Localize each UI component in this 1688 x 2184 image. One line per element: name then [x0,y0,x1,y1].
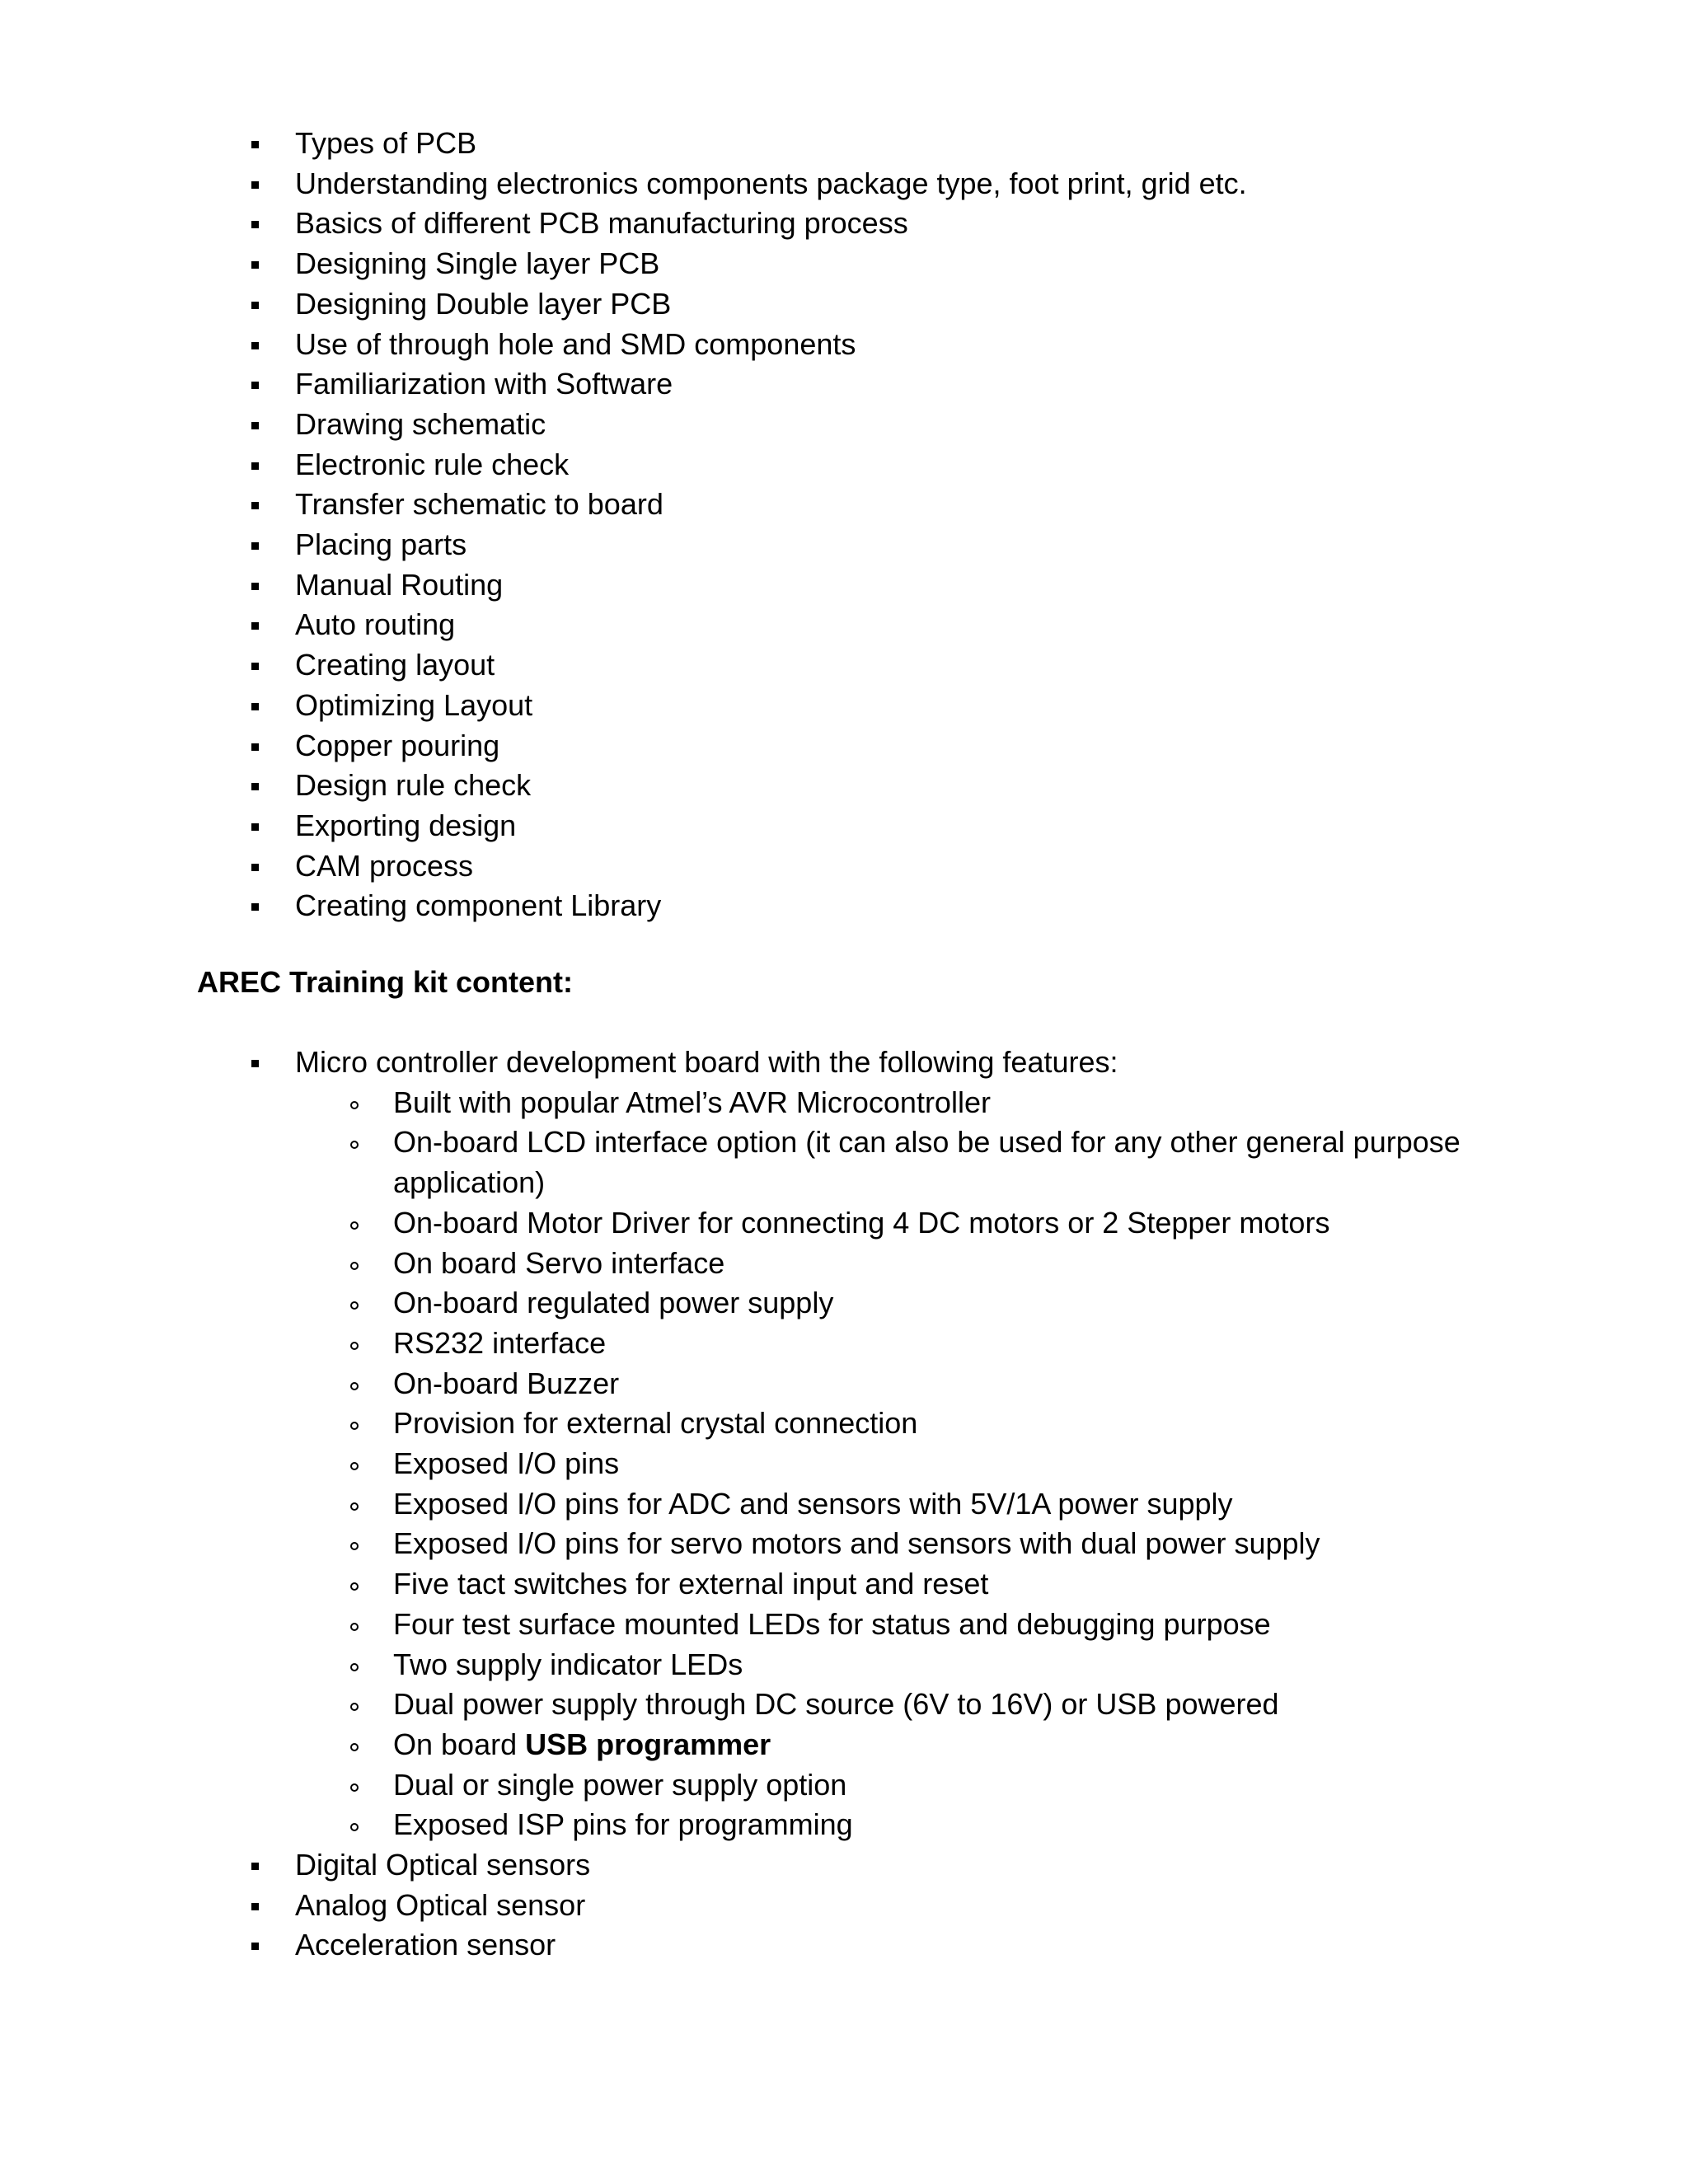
section-heading: AREC Training kit content: [197,965,574,999]
kit-content-list [295,1043,1588,1966]
list-item: Creating component Library [295,886,1247,926]
feature-item: Two supply indicator LEDs [393,1645,1588,1685]
list-item: Electronic rule check [295,445,1247,485]
square-bullet-icon [251,221,259,228]
list-item: Creating layout [295,645,1247,686]
list-item: Optimizing Layout [295,686,1247,726]
square-bullet-icon [251,622,259,630]
feature-item: On-board regulated power supply [393,1283,1588,1324]
feature-item: On-board Buzzer [393,1364,1588,1404]
feature-item: On-board Motor Driver for connecting 4 DC motors or 2 Stepper motors [393,1203,1588,1244]
feature-item: On board Servo interface [393,1244,1588,1284]
list-item: Use of through hole and SMD components [295,325,1247,365]
circle-bullet-icon [350,1101,359,1109]
list-item: Designing Double layer PCB [295,284,1247,325]
list-item: Designing Single layer PCB [295,244,1247,284]
pcb-topics-list [295,124,1247,926]
square-bullet-icon [251,703,259,710]
circle-bullet-icon [350,1502,359,1511]
square-bullet-icon [251,783,259,790]
list-item: Micro controller development board with the following features: Built with popular Atmel’s AVR Microcontroller On-board LCD interface option (it can also be used for any other general purpose application) On-board Motor Driver for connecting 4 DC motors or 2 Stepper motors On board Servo interface On-board regulated power supply RS232 interface On-board Buzzer Provision for external crystal connection Exposed I/O pins Exposed I/O pins for ADC and sensors with 5V/1A power supply Exposed I/O pins for servo motors and sensors with dual power supply Five tact switches for external input and reset Four test surface mounted LEDs for status and debugging purpose Two supply indicator LEDs Dual power supply through DC source (6V to 16V) or USB powered On board USB programmer Dual or single power supply option Exposed ISP pins for programming [295,1043,1588,1845]
circle-bullet-icon [350,1422,359,1430]
circle-bullet-icon [350,1301,359,1310]
square-bullet-icon [251,1903,259,1910]
square-bullet-icon [251,302,259,309]
square-bullet-icon [251,1863,259,1870]
list-item: Drawing schematic [295,405,1247,445]
feature-item: Exposed I/O pins [393,1444,1588,1484]
feature-item: Exposed I/O pins for servo motors and sensors with dual power supply [393,1524,1588,1564]
square-bullet-icon [251,903,259,911]
circle-bullet-icon [350,1342,359,1350]
feature-item: Exposed I/O pins for ADC and sensors with 5V/1A power supply [393,1484,1588,1525]
board-features-list [295,1083,1588,1845]
square-bullet-icon [251,502,259,509]
feature-item: Dual or single power supply option [393,1765,1588,1806]
feature-item: Exposed ISP pins for programming [393,1805,1588,1845]
circle-bullet-icon [350,1663,359,1671]
circle-bullet-icon [350,1823,359,1831]
list-item: Understanding electronics components package type, foot print, grid etc. [295,164,1247,204]
circle-bullet-icon [350,1703,359,1711]
list-item: Familiarization with Software [295,364,1247,405]
square-bullet-icon [251,864,259,871]
circle-bullet-icon [350,1382,359,1390]
square-bullet-icon [251,422,259,429]
list-item: Copper pouring [295,726,1247,766]
list-item: Transfer schematic to board [295,485,1247,525]
square-bullet-icon [251,342,259,349]
feature-item: Built with popular Atmel’s AVR Microcontroller [393,1083,1588,1123]
list-item: CAM process [295,846,1247,887]
feature-item: Dual power supply through DC source (6V to 16V) or USB powered [393,1685,1588,1725]
circle-bullet-icon [350,1462,359,1470]
square-bullet-icon [251,382,259,389]
list-item: Types of PCB [295,124,1247,164]
square-bullet-icon [251,542,259,550]
square-bullet-icon [251,181,259,189]
square-bullet-icon [251,823,259,831]
square-bullet-icon [251,583,259,590]
circle-bullet-icon [350,1783,359,1792]
circle-bullet-icon [350,1743,359,1751]
square-bullet-icon [251,261,259,269]
feature-item: RS232 interface [393,1324,1588,1364]
circle-bullet-icon [350,1141,359,1149]
list-item: Basics of different PCB manufacturing process [295,204,1247,244]
feature-item: On board USB programmer [393,1725,1588,1765]
square-bullet-icon [251,141,259,148]
list-item: Design rule check [295,766,1247,806]
circle-bullet-icon [350,1623,359,1631]
square-bullet-icon [251,1943,259,1950]
square-bullet-icon [251,743,259,751]
square-bullet-icon [251,1060,259,1067]
usb-programmer-emphasis: USB programmer [525,1727,771,1761]
circle-bullet-icon [350,1262,359,1270]
circle-bullet-icon [350,1542,359,1550]
feature-item: Four test surface mounted LEDs for status and debugging purpose [393,1605,1588,1645]
feature-item: On-board LCD interface option (it can also be used for any other general purpose application) [393,1122,1588,1202]
list-item: Acceleration sensor [295,1925,1588,1966]
list-item: Digital Optical sensors [295,1845,1588,1886]
square-bullet-icon [251,663,259,670]
list-item: Auto routing [295,605,1247,645]
square-bullet-icon [251,462,259,470]
circle-bullet-icon [350,1221,359,1230]
circle-bullet-icon [350,1582,359,1591]
list-item: Placing parts [295,525,1247,565]
feature-item: Provision for external crystal connection [393,1404,1588,1444]
list-item: Analog Optical sensor [295,1886,1588,1926]
list-item: Manual Routing [295,565,1247,606]
list-item: Exporting design [295,806,1247,846]
feature-item: Five tact switches for external input and reset [393,1564,1588,1605]
